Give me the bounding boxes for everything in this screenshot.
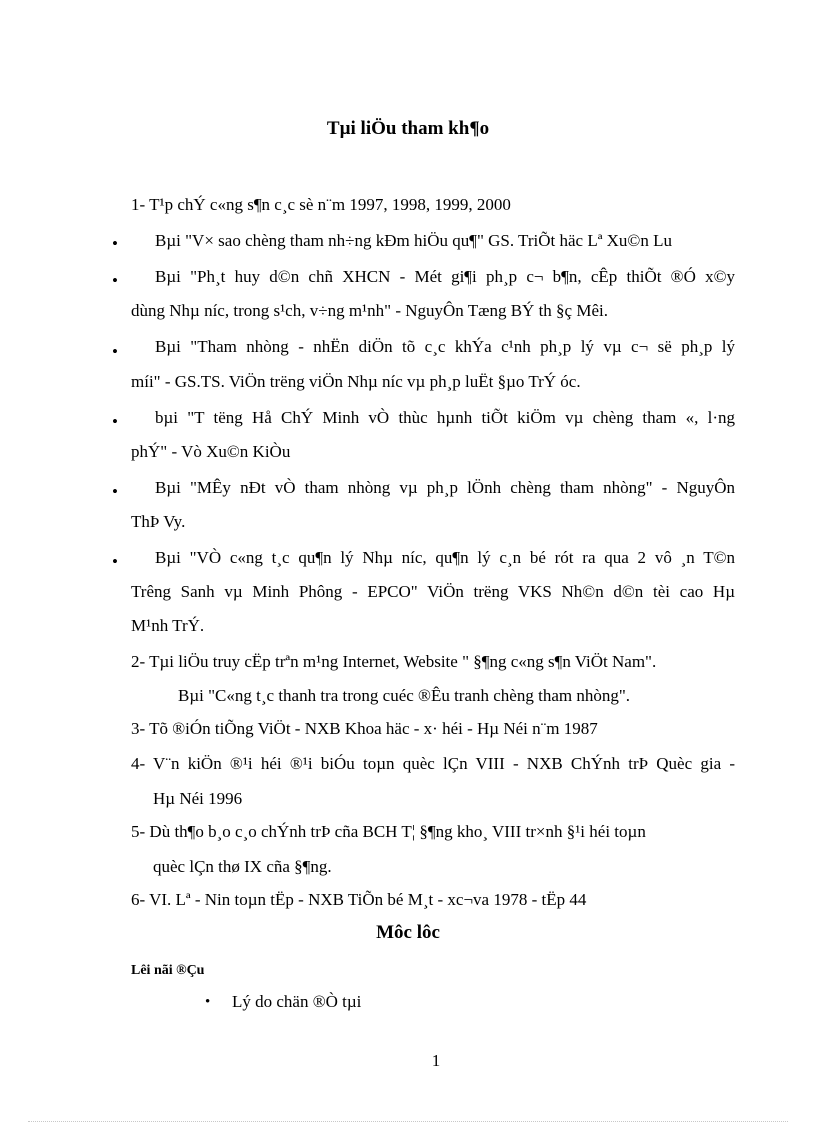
bullet-icon: • [112, 342, 118, 361]
reference-bullet-line: Trêng Sanh vµ Minh Phông - EPCO" ViÖn trëng VKS Nh©n d©n tèi cao Hµ [131, 582, 735, 601]
reference-item-4: 4- V¨n kiÖn ®¹i héi ®¹i biÓu toµn quèc lÇn VIII - NXB ChÝnh trÞ Quèc gia - [131, 754, 735, 773]
reference-item-2: 2- Tµi liÖu truy cËp trªn m¹ng Internet, Website " §¶ng c«ng s¶n ViÖt Nam". [131, 652, 657, 671]
reference-bullet-line: Bµi "VÒ c«ng t¸c qu¶n lý Nhµ níc, qu¶n lý c¸n bé rót ra qua 2 vô ¸n T©n [155, 548, 735, 567]
page-edge-divider [28, 1121, 788, 1122]
reference-bullet-line: míi" - GS.TS. ViÖn trëng viÖn Nhµ níc vµ ph¸p luËt §µo TrÝ óc. [131, 372, 581, 391]
reference-item-5-cont: quèc lÇn thø IX cña §¶ng. [153, 857, 332, 876]
reference-item-5: 5- Dù th¶o b¸o c¸o chÝnh trÞ cña BCH T¦ §¶ng kho¸ VIII tr×nh §¹i héi toµn [131, 822, 646, 841]
bullet-icon: • [112, 482, 118, 501]
bullet-icon: • [112, 552, 118, 571]
reference-bullet-line: ThÞ Vy. [131, 512, 186, 531]
reference-bullet-line: dùng Nhµ níc, trong s¹ch, v÷ng m¹nh" - NguyÔn Tæng BÝ th §ç Mêi. [131, 301, 608, 320]
reference-item-1: 1- T¹p chÝ c«ng s¶n c¸c sè n¨m 1997, 1998, 1999, 2000 [131, 195, 511, 214]
bullet-icon: • [112, 234, 118, 253]
reference-item-3: 3- Tõ ®iÓn tiÕng ViÖt - NXB Khoa häc - x· héi - Hµ Néi n¨m 1987 [131, 719, 598, 738]
reference-item-6: 6- VI. Lª - Nin toµn tËp - NXB TiÕn bé M¸t - xc¬va 1978 - tËp 44 [131, 890, 587, 909]
reference-item-2-sub: Bµi "C«ng t¸c thanh tra trong cuéc ®Êu tranh chèng tham nhòng". [178, 686, 631, 705]
page-number: 1 [431, 1051, 441, 1070]
reference-bullet-line: Bµi "Tham nhòng - nhËn diÖn tõ c¸c khÝa c¹nh ph¸p lý vµ c¬ së ph¸p lý [155, 337, 735, 356]
reference-bullet-line: phÝ" - Vò Xu©n KiÒu [131, 442, 291, 461]
reference-bullet-line: bµi "T tëng Hå ChÝ Minh vÒ thùc hµnh tiÕt kiÖm vµ chèng tham «, l·ng [155, 408, 735, 427]
reference-bullet-line: Bµi "Ph¸t huy d©n chñ XHCN - Mét gi¶i ph¸p c¬ b¶n, cÊp thiÕt ®Ó x©y [155, 267, 735, 286]
toc-entry: Lý do chän ®Ò tµi [232, 992, 362, 1011]
toc-heading: Môc lôc [376, 922, 440, 943]
reference-bullet-line: Bµi "V× sao chèng tham nh÷ng kÐm hiÖu qu¶" GS. TriÕt häc Lª Xu©n Lu [155, 231, 672, 250]
reference-bullet-line: M¹nh TrÝ. [131, 616, 205, 635]
toc-intro: Lêi nãi ®Çu [131, 963, 205, 978]
bullet-icon: • [205, 994, 211, 1010]
reference-item-4-cont: Hµ Néi 1996 [153, 789, 243, 808]
reference-bullet-line: Bµi "MÊy nÐt vÒ tham nhòng vµ ph¸p lÖnh chèng tham nhòng" - NguyÔn [155, 478, 735, 497]
bullet-icon: • [112, 271, 118, 290]
document-title: Tµi liÖu tham kh¶o [326, 118, 490, 139]
bullet-icon: • [112, 412, 118, 431]
